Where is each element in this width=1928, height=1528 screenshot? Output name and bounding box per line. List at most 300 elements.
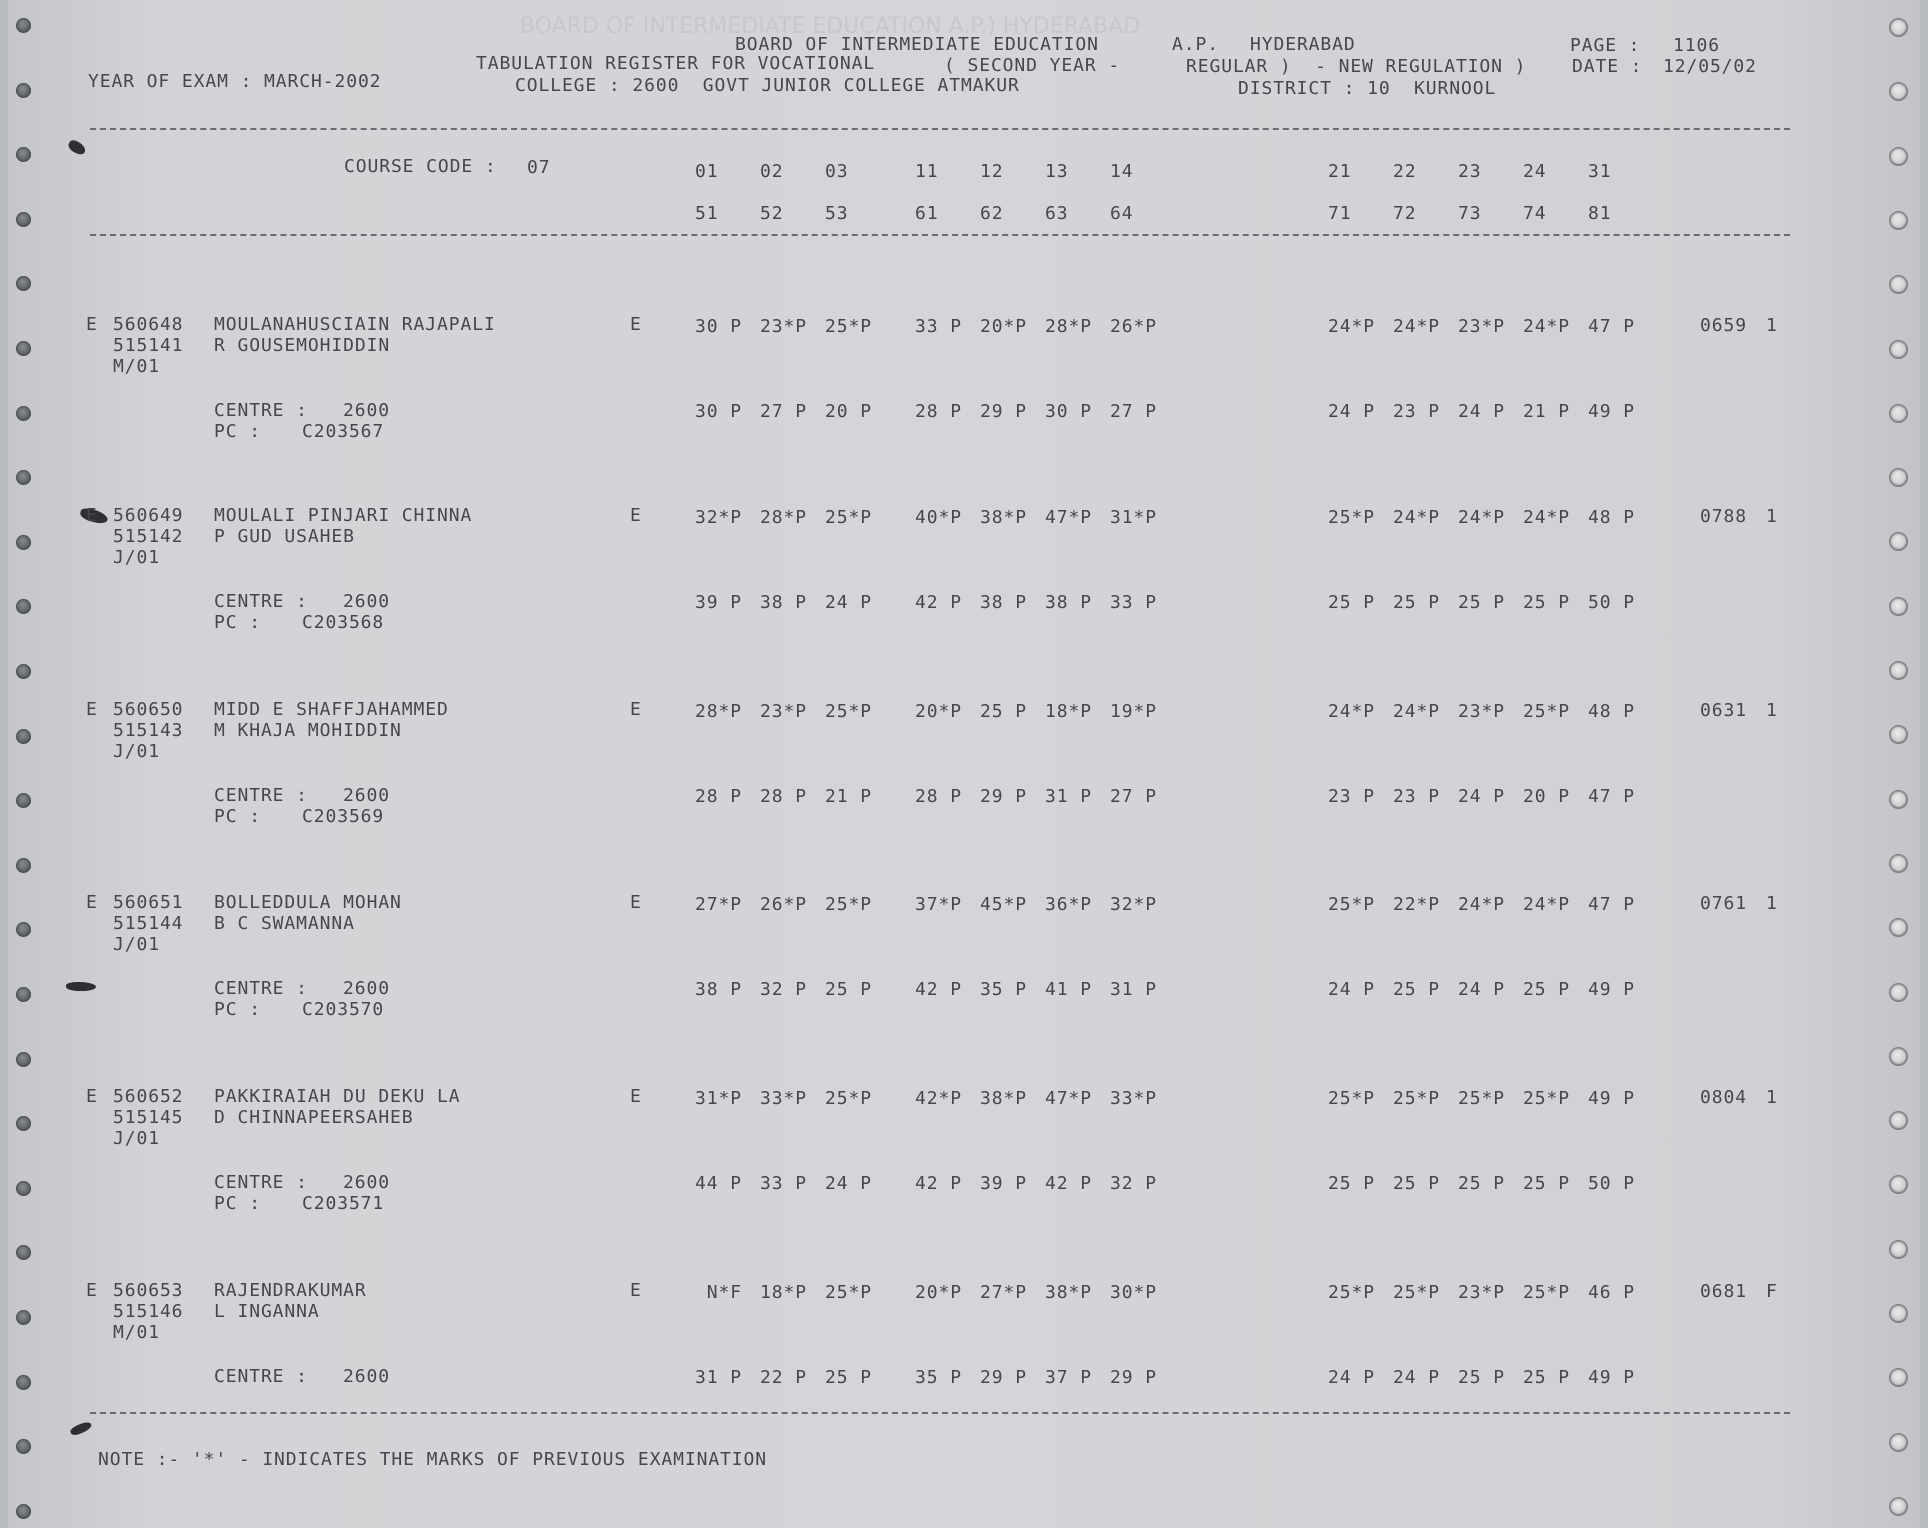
- tractor-hole: [16, 212, 31, 227]
- subject-code-73: 73: [1458, 203, 1482, 224]
- mark-row1-col3: 40*P: [915, 507, 962, 528]
- mark-row2-col7: 24 P: [1328, 1367, 1375, 1388]
- tractor-hole: [16, 1439, 31, 1454]
- mark-row1-col9: 23*P: [1458, 316, 1505, 337]
- mark-row2-col7: 25 P: [1328, 1173, 1375, 1194]
- mark-row1-col8: 22*P: [1393, 894, 1440, 915]
- medium: E: [630, 1086, 642, 1107]
- subject-code-63: 63: [1045, 203, 1069, 224]
- mark-row2-col1: 38 P: [760, 592, 807, 613]
- student-name: MOULANAHUSCIAIN RAJAPALI: [214, 314, 496, 335]
- subject-code-21: 21: [1328, 161, 1352, 182]
- subject-code-14: 14: [1110, 161, 1134, 182]
- record-prefix: E: [86, 1086, 98, 1107]
- category-code: J/01: [113, 934, 160, 955]
- mark-row2-col10: 20 P: [1523, 786, 1570, 807]
- subject-code-31: 31: [1588, 161, 1612, 182]
- mark-row1-col1: 26*P: [760, 894, 807, 915]
- category-code: J/01: [113, 1128, 160, 1149]
- subject-code-81: 81: [1588, 203, 1612, 224]
- mark-row2-col2: 20 P: [825, 401, 872, 422]
- tractor-hole: [16, 1116, 31, 1131]
- mark-row2-col4: 35 P: [980, 979, 1027, 1000]
- tractor-hole: [16, 83, 31, 98]
- record-prefix: E: [86, 1280, 98, 1301]
- mark-row1-col10: 24*P: [1523, 894, 1570, 915]
- tractor-hole: [16, 276, 31, 291]
- record-prefix: E: [86, 892, 98, 913]
- date-label: DATE :: [1572, 56, 1643, 77]
- registration-number: 515146: [113, 1301, 184, 1322]
- mark-row1-col0: 27*P: [695, 894, 742, 915]
- tractor-hole: [1889, 790, 1908, 809]
- mark-row1-col10: 25*P: [1523, 1088, 1570, 1109]
- mark-row2-col5: 30 P: [1045, 401, 1092, 422]
- pc-code: C203567: [302, 421, 385, 442]
- mark-row2-col5: 42 P: [1045, 1173, 1092, 1194]
- father-name: L INGANNA: [214, 1301, 320, 1322]
- mark-row1-col4: 38*P: [980, 507, 1027, 528]
- mark-row2-col2: 24 P: [825, 592, 872, 613]
- father-name: M KHAJA MOHIDDIN: [214, 720, 402, 741]
- board-title: BOARD OF INTERMEDIATE EDUCATION: [735, 34, 1099, 55]
- tractor-hole: [1889, 1111, 1908, 1130]
- mark-row1-col9: 24*P: [1458, 507, 1505, 528]
- mark-row1-col0: N*F: [695, 1282, 742, 1303]
- mark-row1-col0: 31*P: [695, 1088, 742, 1109]
- mark-row1-col2: 25*P: [825, 1088, 872, 1109]
- medium: E: [630, 892, 642, 913]
- mark-row1-col3: 20*P: [915, 701, 962, 722]
- header-rule: [90, 128, 1790, 130]
- student-name: MOULALI PINJARI CHINNA: [214, 505, 473, 526]
- mark-row1-col10: 25*P: [1523, 1282, 1570, 1303]
- subject-code-13: 13: [1045, 161, 1069, 182]
- mark-row2-col8: 24 P: [1393, 1367, 1440, 1388]
- mark-row1-col4: 27*P: [980, 1282, 1027, 1303]
- mark-row2-col7: 23 P: [1328, 786, 1375, 807]
- column-header-rule: [90, 234, 1790, 236]
- subject-code-22: 22: [1393, 161, 1417, 182]
- pc-label: PC :: [214, 421, 261, 442]
- mark-row2-col3: 28 P: [915, 401, 962, 422]
- record-prefix: E: [86, 505, 98, 526]
- mark-row2-col0: 44 P: [695, 1173, 742, 1194]
- mark-row1-col7: 25*P: [1328, 507, 1375, 528]
- tractor-hole: [16, 341, 31, 356]
- mark-row2-col4: 39 P: [980, 1173, 1027, 1194]
- mark-row2-col3: 42 P: [915, 979, 962, 1000]
- mark-row2-col1: 28 P: [760, 786, 807, 807]
- tractor-hole: [1889, 1240, 1908, 1259]
- hall-ticket-number: 560652: [113, 1086, 184, 1107]
- mark-row1-col6: 19*P: [1110, 701, 1157, 722]
- tractor-hole: [1889, 468, 1908, 487]
- mark-row1-col2: 25*P: [825, 894, 872, 915]
- bleed-through-watermark: BOARD OF INTERMEDIATE EDUCATION A.P.) HYDERABAD: [478, 14, 1141, 39]
- mark-row2-col6: 27 P: [1110, 786, 1157, 807]
- mark-row2-col6: 27 P: [1110, 401, 1157, 422]
- mark-row2-col5: 41 P: [1045, 979, 1092, 1000]
- tractor-hole: [1889, 1368, 1908, 1387]
- tractor-hole: [16, 406, 31, 421]
- subject-code-61: 61: [915, 203, 939, 224]
- tractor-hole: [16, 729, 31, 744]
- mark-row2-col10: 25 P: [1523, 1367, 1570, 1388]
- tractor-hole: [1889, 597, 1908, 616]
- mark-row1-col5: 36*P: [1045, 894, 1092, 915]
- mark-row1-col6: 26*P: [1110, 316, 1157, 337]
- centre-label: CENTRE :: [214, 1366, 308, 1387]
- centre-label: CENTRE :: [214, 785, 308, 806]
- centre-code: 2600: [343, 978, 390, 999]
- mark-row2-col6: 31 P: [1110, 979, 1157, 1000]
- mark-row1-col8: 25*P: [1393, 1088, 1440, 1109]
- mark-row1-col1: 33*P: [760, 1088, 807, 1109]
- medium: E: [630, 1280, 642, 1301]
- mark-row2-col11: 50 P: [1588, 592, 1635, 613]
- mark-row2-col1: 33 P: [760, 1173, 807, 1194]
- registration-number: 515144: [113, 913, 184, 934]
- mark-row2-col3: 35 P: [915, 1367, 962, 1388]
- mark-row2-col1: 27 P: [760, 401, 807, 422]
- page-label: PAGE :: [1570, 35, 1641, 56]
- tractor-hole: [16, 1375, 31, 1390]
- mark-row2-col1: 32 P: [760, 979, 807, 1000]
- tractor-hole: [1889, 532, 1908, 551]
- mark-row1-col5: 47*P: [1045, 1088, 1092, 1109]
- tractor-hole: [16, 858, 31, 873]
- mark-row2-col8: 23 P: [1393, 786, 1440, 807]
- registration-number: 515143: [113, 720, 184, 741]
- mark-row2-col0: 28 P: [695, 786, 742, 807]
- mark-row2-col8: 25 P: [1393, 1173, 1440, 1194]
- pc-label: PC :: [214, 612, 261, 633]
- mark-row2-col2: 25 P: [825, 1367, 872, 1388]
- mark-row2-col8: 25 P: [1393, 979, 1440, 1000]
- category-code: M/01: [113, 356, 160, 377]
- regulation-label: REGULAR ) - NEW REGULATION ): [1186, 56, 1527, 77]
- mark-row2-col2: 25 P: [825, 979, 872, 1000]
- tractor-hole: [1889, 18, 1908, 37]
- subject-code-74: 74: [1523, 203, 1547, 224]
- tractor-hole: [16, 1310, 31, 1325]
- mark-row1-col7: 25*P: [1328, 1282, 1375, 1303]
- footnote: NOTE :- '*' - INDICATES THE MARKS OF PREVIOUS EXAMINATION: [98, 1449, 768, 1470]
- mark-row1-col2: 25*P: [825, 507, 872, 528]
- pc-code: C203570: [302, 999, 385, 1020]
- subject-code-71: 71: [1328, 203, 1352, 224]
- record-prefix: E: [86, 699, 98, 720]
- mark-row2-col0: 30 P: [695, 401, 742, 422]
- mark-row2-col7: 24 P: [1328, 401, 1375, 422]
- subject-code-01: 01: [695, 161, 719, 182]
- mark-row1-col11: 48 P: [1588, 507, 1635, 528]
- mark-row2-col8: 25 P: [1393, 592, 1440, 613]
- tractor-hole: [1889, 918, 1908, 937]
- centre-code: 2600: [343, 591, 390, 612]
- hall-ticket-number: 560653: [113, 1280, 184, 1301]
- pc-label: PC :: [214, 1193, 261, 1214]
- student-name: RAJENDRAKUMAR: [214, 1280, 367, 1301]
- exam-year: YEAR OF EXAM : MARCH-2002: [88, 71, 382, 92]
- mark-row2-col6: 32 P: [1110, 1173, 1157, 1194]
- mark-row1-col4: 25 P: [980, 701, 1027, 722]
- centre-code: 2600: [343, 400, 390, 421]
- mark-row2-col11: 47 P: [1588, 786, 1635, 807]
- mark-row2-col11: 49 P: [1588, 1367, 1635, 1388]
- mark-row2-col9: 24 P: [1458, 979, 1505, 1000]
- tractor-hole: [1889, 82, 1908, 101]
- subject-code-51: 51: [695, 203, 719, 224]
- mark-row1-col10: 25*P: [1523, 701, 1570, 722]
- mark-row2-col1: 22 P: [760, 1367, 807, 1388]
- mark-row1-col3: 20*P: [915, 1282, 962, 1303]
- mark-row2-col11: 49 P: [1588, 979, 1635, 1000]
- centre-label: CENTRE :: [214, 978, 308, 999]
- tractor-hole: [1889, 854, 1908, 873]
- mark-row1-col11: 47 P: [1588, 894, 1635, 915]
- tractor-hole: [16, 18, 31, 33]
- hall-ticket-number: 560650: [113, 699, 184, 720]
- mark-row1-col7: 24*P: [1328, 701, 1375, 722]
- subject-code-11: 11: [915, 161, 939, 182]
- mark-row1-col8: 25*P: [1393, 1282, 1440, 1303]
- mark-row2-col3: 28 P: [915, 786, 962, 807]
- mark-row2-col10: 25 P: [1523, 592, 1570, 613]
- mark-row2-col9: 25 P: [1458, 592, 1505, 613]
- tractor-hole: [1889, 340, 1908, 359]
- student-name: BOLLEDDULA MOHAN: [214, 892, 402, 913]
- registration-number: 515142: [113, 526, 184, 547]
- father-name: D CHINNAPEERSAHEB: [214, 1107, 414, 1128]
- tractor-hole: [1889, 1304, 1908, 1323]
- state-label: A.P.: [1172, 34, 1219, 55]
- mark-row2-col0: 31 P: [695, 1367, 742, 1388]
- mark-row1-col2: 25*P: [825, 701, 872, 722]
- mark-row1-col5: 47*P: [1045, 507, 1092, 528]
- mark-row1-col4: 45*P: [980, 894, 1027, 915]
- result: 1: [1766, 893, 1778, 914]
- pc-code: C203571: [302, 1193, 385, 1214]
- tractor-hole: [16, 922, 31, 937]
- mark-row1-col3: 33 P: [915, 316, 962, 337]
- subject-code-72: 72: [1393, 203, 1417, 224]
- tractor-hole: [16, 664, 31, 679]
- mark-row1-col11: 49 P: [1588, 1088, 1635, 1109]
- mark-row1-col7: 25*P: [1328, 894, 1375, 915]
- registration-number: 515145: [113, 1107, 184, 1128]
- mark-row2-col10: 21 P: [1523, 401, 1570, 422]
- mark-row1-col8: 24*P: [1393, 507, 1440, 528]
- mark-row1-col6: 31*P: [1110, 507, 1157, 528]
- mark-row2-col3: 42 P: [915, 592, 962, 613]
- mark-row2-col11: 50 P: [1588, 1173, 1635, 1194]
- course-code-label: COURSE CODE :: [344, 156, 497, 177]
- tractor-hole: [16, 1245, 31, 1260]
- hall-ticket-number: 560651: [113, 892, 184, 913]
- total-marks: 0659: [1700, 315, 1747, 336]
- mark-row1-col8: 24*P: [1393, 316, 1440, 337]
- student-name: MIDD E SHAFFJAHAMMED: [214, 699, 449, 720]
- subject-code-02: 02: [760, 161, 784, 182]
- course-code: 07: [527, 157, 551, 178]
- page-number: 1106: [1673, 35, 1720, 56]
- mark-row1-col9: 23*P: [1458, 1282, 1505, 1303]
- centre-code: 2600: [343, 1172, 390, 1193]
- tractor-hole: [16, 535, 31, 550]
- mark-row2-col5: 31 P: [1045, 786, 1092, 807]
- left-tractor-holes: [12, 0, 38, 1528]
- mark-row1-col0: 32*P: [695, 507, 742, 528]
- mark-row1-col4: 20*P: [980, 316, 1027, 337]
- mark-row1-col2: 25*P: [825, 316, 872, 337]
- city-label: HYDERABAD: [1250, 34, 1356, 55]
- mark-row2-col10: 25 P: [1523, 979, 1570, 1000]
- mark-row2-col2: 24 P: [825, 1173, 872, 1194]
- tractor-hole: [1889, 661, 1908, 680]
- mark-row2-col3: 42 P: [915, 1173, 962, 1194]
- hall-ticket-number: 560649: [113, 505, 184, 526]
- mark-row2-col9: 24 P: [1458, 786, 1505, 807]
- result: F: [1766, 1281, 1778, 1302]
- total-marks: 0681: [1700, 1281, 1747, 1302]
- mark-row1-col10: 24*P: [1523, 316, 1570, 337]
- pc-label: PC :: [214, 806, 261, 827]
- year-type: ( SECOND YEAR -: [944, 55, 1121, 76]
- pc-code: C203568: [302, 612, 385, 633]
- result: 1: [1766, 506, 1778, 527]
- subject-code-23: 23: [1458, 161, 1482, 182]
- tractor-hole: [16, 599, 31, 614]
- tractor-hole: [1889, 275, 1908, 294]
- mark-row1-col5: 18*P: [1045, 701, 1092, 722]
- print-date: 12/05/02: [1663, 56, 1757, 77]
- tractor-hole: [1889, 1047, 1908, 1066]
- mark-row2-col4: 29 P: [980, 786, 1027, 807]
- father-name: B C SWAMANNA: [214, 913, 355, 934]
- subject-code-62: 62: [980, 203, 1004, 224]
- mark-row1-col1: 18*P: [760, 1282, 807, 1303]
- mark-row1-col0: 28*P: [695, 701, 742, 722]
- mark-row1-col4: 38*P: [980, 1088, 1027, 1109]
- subject-code-53: 53: [825, 203, 849, 224]
- mark-row2-col4: 29 P: [980, 401, 1027, 422]
- tractor-hole: [16, 1052, 31, 1067]
- mark-row2-col6: 29 P: [1110, 1367, 1157, 1388]
- mark-row1-col6: 32*P: [1110, 894, 1157, 915]
- mark-row2-col2: 21 P: [825, 786, 872, 807]
- tractor-hole: [16, 147, 31, 162]
- subject-code-52: 52: [760, 203, 784, 224]
- category-code: M/01: [113, 1322, 160, 1343]
- medium: E: [630, 314, 642, 335]
- category-code: J/01: [113, 547, 160, 568]
- pc-code: C203569: [302, 806, 385, 827]
- mark-row1-col10: 24*P: [1523, 507, 1570, 528]
- college-label: COLLEGE : 2600 GOVT JUNIOR COLLEGE ATMAKUR: [515, 75, 1020, 96]
- mark-row2-col9: 25 P: [1458, 1367, 1505, 1388]
- mark-row1-col3: 42*P: [915, 1088, 962, 1109]
- mark-row2-col5: 38 P: [1045, 592, 1092, 613]
- mark-row2-col7: 25 P: [1328, 592, 1375, 613]
- mark-row1-col7: 24*P: [1328, 316, 1375, 337]
- mark-row2-col6: 33 P: [1110, 592, 1157, 613]
- mark-row1-col9: 24*P: [1458, 894, 1505, 915]
- father-name: R GOUSEMOHIDDIN: [214, 335, 391, 356]
- tractor-hole: [1889, 983, 1908, 1002]
- mark-row1-col11: 46 P: [1588, 1282, 1635, 1303]
- tractor-hole: [1889, 211, 1908, 230]
- subject-code-03: 03: [825, 161, 849, 182]
- subject-code-24: 24: [1523, 161, 1547, 182]
- result: 1: [1766, 315, 1778, 336]
- tractor-hole: [16, 987, 31, 1002]
- mark-row1-col11: 48 P: [1588, 701, 1635, 722]
- mark-row2-col0: 38 P: [695, 979, 742, 1000]
- centre-label: CENTRE :: [214, 1172, 308, 1193]
- mark-row2-col0: 39 P: [695, 592, 742, 613]
- tractor-hole: [16, 793, 31, 808]
- mark-row1-col8: 24*P: [1393, 701, 1440, 722]
- mark-row1-col6: 30*P: [1110, 1282, 1157, 1303]
- tractor-hole: [1889, 1433, 1908, 1452]
- tractor-hole: [16, 1181, 31, 1196]
- centre-code: 2600: [343, 1366, 390, 1387]
- total-marks: 0804: [1700, 1087, 1747, 1108]
- mark-row1-col3: 37*P: [915, 894, 962, 915]
- pc-label: PC :: [214, 999, 261, 1020]
- total-marks: 0788: [1700, 506, 1747, 527]
- record-prefix: E: [86, 314, 98, 335]
- mark-row1-col5: 28*P: [1045, 316, 1092, 337]
- student-name: PAKKIRAIAH DU DEKU LA: [214, 1086, 461, 1107]
- mark-row2-col11: 49 P: [1588, 401, 1635, 422]
- centre-label: CENTRE :: [214, 400, 308, 421]
- mark-row1-col2: 25*P: [825, 1282, 872, 1303]
- medium: E: [630, 699, 642, 720]
- footer-rule: [90, 1412, 1790, 1414]
- tractor-hole: [1889, 404, 1908, 423]
- result: 1: [1766, 1087, 1778, 1108]
- mark-row2-col5: 37 P: [1045, 1367, 1092, 1388]
- ink-smudge: [66, 982, 96, 991]
- hall-ticket-number: 560648: [113, 314, 184, 335]
- mark-row1-col6: 33*P: [1110, 1088, 1157, 1109]
- mark-row1-col1: 28*P: [760, 507, 807, 528]
- mark-row1-col0: 30 P: [695, 316, 742, 337]
- register-title: TABULATION REGISTER FOR VOCATIONAL: [476, 53, 876, 74]
- tractor-hole: [1889, 1497, 1908, 1516]
- tractor-hole: [1889, 147, 1908, 166]
- mark-row2-col9: 24 P: [1458, 401, 1505, 422]
- mark-row2-col8: 23 P: [1393, 401, 1440, 422]
- mark-row1-col7: 25*P: [1328, 1088, 1375, 1109]
- mark-row1-col9: 25*P: [1458, 1088, 1505, 1109]
- subject-code-64: 64: [1110, 203, 1134, 224]
- category-code: J/01: [113, 741, 160, 762]
- mark-row2-col7: 24 P: [1328, 979, 1375, 1000]
- mark-row2-col10: 25 P: [1523, 1173, 1570, 1194]
- mark-row1-col9: 23*P: [1458, 701, 1505, 722]
- mark-row2-col4: 29 P: [980, 1367, 1027, 1388]
- tractor-hole: [16, 1504, 31, 1519]
- centre-label: CENTRE :: [214, 591, 308, 612]
- tractor-hole: [1889, 725, 1908, 744]
- total-marks: 0761: [1700, 893, 1747, 914]
- medium: E: [630, 505, 642, 526]
- mark-row1-col1: 23*P: [760, 701, 807, 722]
